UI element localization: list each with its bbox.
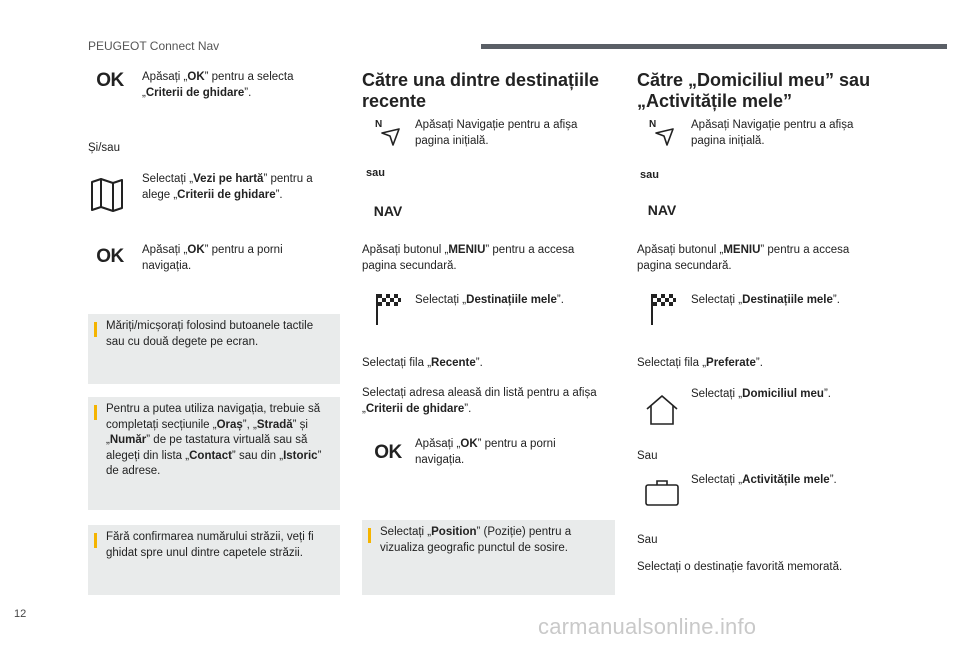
ok-icon: OK xyxy=(96,246,124,268)
svg-text:N: N xyxy=(375,119,383,130)
select-my-destinations: Selectați „Destinațiile mele”. xyxy=(415,294,564,306)
press-navigation-text: Apăsați Navigație pentru a afișa pagina inițială. xyxy=(691,119,854,147)
running-header: PEUGEOT Connect Nav xyxy=(88,39,220,53)
section-heading-recent: Către una dintre destinațiile recente xyxy=(362,70,600,111)
select-favorites-tab: Selectați fila „Preferate”. xyxy=(637,357,763,369)
step-start-navigation: Apăsați „OK” pentru a porni navigația. xyxy=(142,244,283,272)
note-address-fields: Pentru a putea utiliza navigația, trebuie să completați secțiunile „Oraș”, „Stradă” și „Număr” de pe tastatura virtuală sau să alegeți din lista „Contact” sau din „Istoric” de adrese. xyxy=(88,397,340,510)
step-start-navigation: Apăsați „OK” pentru a porni navigația. xyxy=(415,438,556,466)
page-number: 12 xyxy=(14,608,27,620)
or-label: sau xyxy=(640,169,659,181)
step-select-criteria: Apăsați „OK” pentru a selecta „Criterii de ghidare”. xyxy=(142,71,294,99)
ok-icon: OK xyxy=(374,442,402,464)
select-my-destinations: Selectați „Destinațiile mele”. xyxy=(691,294,840,306)
checkered-flag-icon xyxy=(370,290,404,328)
section-heading-home-work: Către „Domiciliul meu” sau „Activitățile mele” xyxy=(637,70,871,111)
step-view-map: Selectați „Vezi pe hartă” pentru a alege „Criterii de ghidare”. xyxy=(142,173,313,201)
watermark: carmanualsonline.info xyxy=(538,614,757,639)
note-zoom: Măriți/micșorați folosind butoanele tactile sau cu două degete pe ecran. xyxy=(88,314,340,384)
note-street-number: Fără confirmarea numărului străzii, veți fi ghidat spre unul dintre capetele străzii. xyxy=(88,525,340,595)
press-menu-text: Apăsați butonul „MENIU” pentru a accesa pagina secundară. xyxy=(637,244,850,272)
navigation-icon xyxy=(372,116,404,150)
select-my-home: Selectați „Domiciliul meu”. xyxy=(691,388,831,400)
ok-icon: OK xyxy=(96,70,124,92)
nav-button-icon: NAV xyxy=(647,201,677,218)
svg-text:N: N xyxy=(649,119,657,130)
select-my-activities: Selectați „Activitățile mele”. xyxy=(691,474,837,486)
or-label: Sau xyxy=(637,534,658,546)
or-label: sau xyxy=(366,167,385,179)
press-menu-text: Apăsați butonul „MENIU” pentru a accesa pagina secundară. xyxy=(362,244,575,272)
select-favorite-destination: Selectați o destinație favorită memorată. xyxy=(637,561,843,573)
map-icon xyxy=(88,176,126,214)
navigation-icon xyxy=(646,116,678,150)
press-navigation-text: Apăsați Navigație pentru a afișa pagina inițială. xyxy=(415,119,578,147)
select-address-text: Selectați adresa aleasă din listă pentru a afișa „Criterii de ghidare”. xyxy=(362,387,597,415)
and-or-label: Și/sau xyxy=(88,142,120,154)
briefcase-icon xyxy=(642,478,682,508)
or-label: Sau xyxy=(637,450,658,462)
checkered-flag-icon xyxy=(645,290,679,328)
select-recent-tab: Selectați fila „Recente”. xyxy=(362,357,483,369)
nav-button-icon: NAV xyxy=(373,202,403,219)
home-icon xyxy=(642,392,682,428)
note-position: Selectați „Position” (Poziție) pentru a vizualiza geografic punctul de sosire. xyxy=(362,520,615,595)
header-rule xyxy=(481,44,947,49)
